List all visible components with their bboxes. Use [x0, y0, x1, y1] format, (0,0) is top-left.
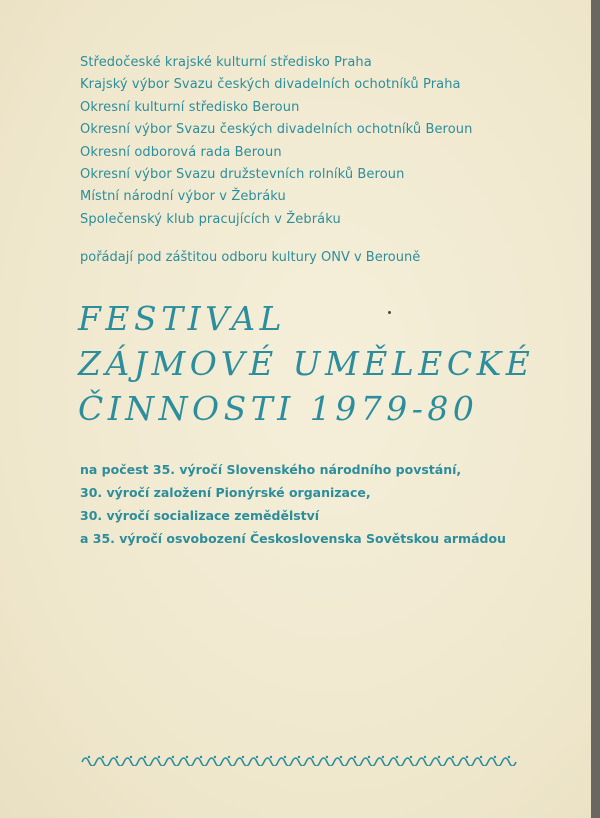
ornament-wave	[110, 758, 124, 766]
organizer-line: Místní národní výbor v Žebráku	[80, 189, 286, 205]
ornament-dot	[144, 756, 146, 758]
occasion-line: na počest 35. výročí Slovenského národního povstání,	[80, 462, 462, 477]
ornament-wave	[152, 758, 166, 766]
occasion-line: 30. výročí socializace zemědělství	[80, 508, 320, 523]
ornament-wave	[124, 758, 138, 766]
ornament-dot	[186, 756, 188, 758]
occasion-line: a 35. výročí osvobození Československa Sovětskou armádou	[80, 531, 506, 546]
ornament-dot	[130, 756, 132, 758]
ornament-dot	[158, 756, 160, 758]
ornament-wave	[348, 758, 362, 766]
ornament-dot	[242, 756, 244, 758]
ornament-wave	[362, 758, 376, 766]
ornament-dot	[172, 756, 174, 758]
ornament-dot	[410, 756, 412, 758]
ornament-dot	[340, 756, 342, 758]
organizer-line: Okresní výbor Svazu družstevních rolníků Beroun	[80, 167, 405, 183]
ornament-dot	[480, 756, 482, 758]
ornament-dot	[214, 756, 216, 758]
festival-title	[78, 296, 534, 431]
organizers-list	[80, 52, 472, 231]
ornament-dot	[270, 756, 272, 758]
ornament-wave	[208, 758, 222, 766]
ornament-wave	[502, 758, 516, 766]
ornament-dot	[424, 756, 426, 758]
sponsorship-line: pořádají pod záštitou odboru kultury ONV v Berouně	[80, 250, 421, 265]
ornament-wave	[446, 758, 460, 766]
ornament-dot	[368, 756, 370, 758]
ornament-wave	[320, 758, 334, 766]
organizer-line: Okresní kulturní středisko Beroun	[80, 99, 300, 115]
ornament-dot	[228, 756, 230, 758]
ornament-dot	[354, 756, 356, 758]
ornament-wave	[138, 758, 152, 766]
ornament-wave	[264, 758, 278, 766]
occasion-list	[80, 458, 506, 550]
ornament-wave	[474, 758, 488, 766]
ornament-dot	[382, 756, 384, 758]
ornament-wave	[96, 758, 110, 766]
ornament-dot	[466, 756, 468, 758]
ornament-dot	[298, 756, 300, 758]
organizer-line: Krajský výbor Svazu českých divadelních ochotníků Praha	[80, 77, 461, 93]
ornament-dot	[494, 756, 496, 758]
ornament-dot	[102, 756, 104, 758]
ornament-wave	[488, 758, 502, 766]
organizer-line: Společenský klub pracujících v Žebráku	[80, 211, 341, 227]
ornament-wave	[250, 758, 264, 766]
title-line-2: ZÁJMOVÉ UMĚLECKÉ	[78, 344, 535, 383]
ornament-dot	[452, 756, 454, 758]
ornament-wave	[418, 758, 432, 766]
ornament-wave	[292, 758, 306, 766]
ornament-dot	[256, 756, 258, 758]
paper-speck	[388, 311, 391, 314]
ornament-wave	[166, 758, 180, 766]
ornament-dot	[438, 756, 440, 758]
title-line-3: ČINNOSTI 1979-80	[78, 389, 479, 428]
ornament-wave	[376, 758, 390, 766]
ornament-dot	[284, 756, 286, 758]
organizer-line: Středočeské krajské kulturní středisko Praha	[80, 55, 372, 70]
ornament-wave	[194, 758, 208, 766]
ornament-wave	[390, 758, 404, 766]
ornament-wave	[306, 758, 320, 766]
ornament-dot	[326, 756, 328, 758]
ornament-dot	[88, 756, 90, 758]
ornament-wave	[432, 758, 446, 766]
title-line-1: FESTIVAL	[78, 299, 286, 338]
ornament-wave	[180, 758, 194, 766]
organizer-line: Okresní výbor Svazu českých divadelních ochotníků Beroun	[80, 122, 473, 138]
ornament-wave	[222, 758, 236, 766]
ornament-wave	[334, 758, 348, 766]
scan-edge	[591, 0, 600, 818]
ornament-dot	[396, 756, 398, 758]
decorative-border-ornament	[80, 752, 520, 766]
ornament-wave	[82, 758, 96, 766]
ornament-dot	[312, 756, 314, 758]
ornament-dot	[508, 756, 510, 758]
ornament-wave	[460, 758, 474, 766]
ornament-wave	[278, 758, 292, 766]
ornament-dot	[116, 756, 118, 758]
ornament-wave	[236, 758, 250, 766]
organizer-line: Okresní odborová rada Beroun	[80, 144, 282, 160]
ornament-dot	[200, 756, 202, 758]
ornament-wave	[404, 758, 418, 766]
occasion-line: 30. výročí založení Pionýrské organizace,	[80, 485, 371, 500]
